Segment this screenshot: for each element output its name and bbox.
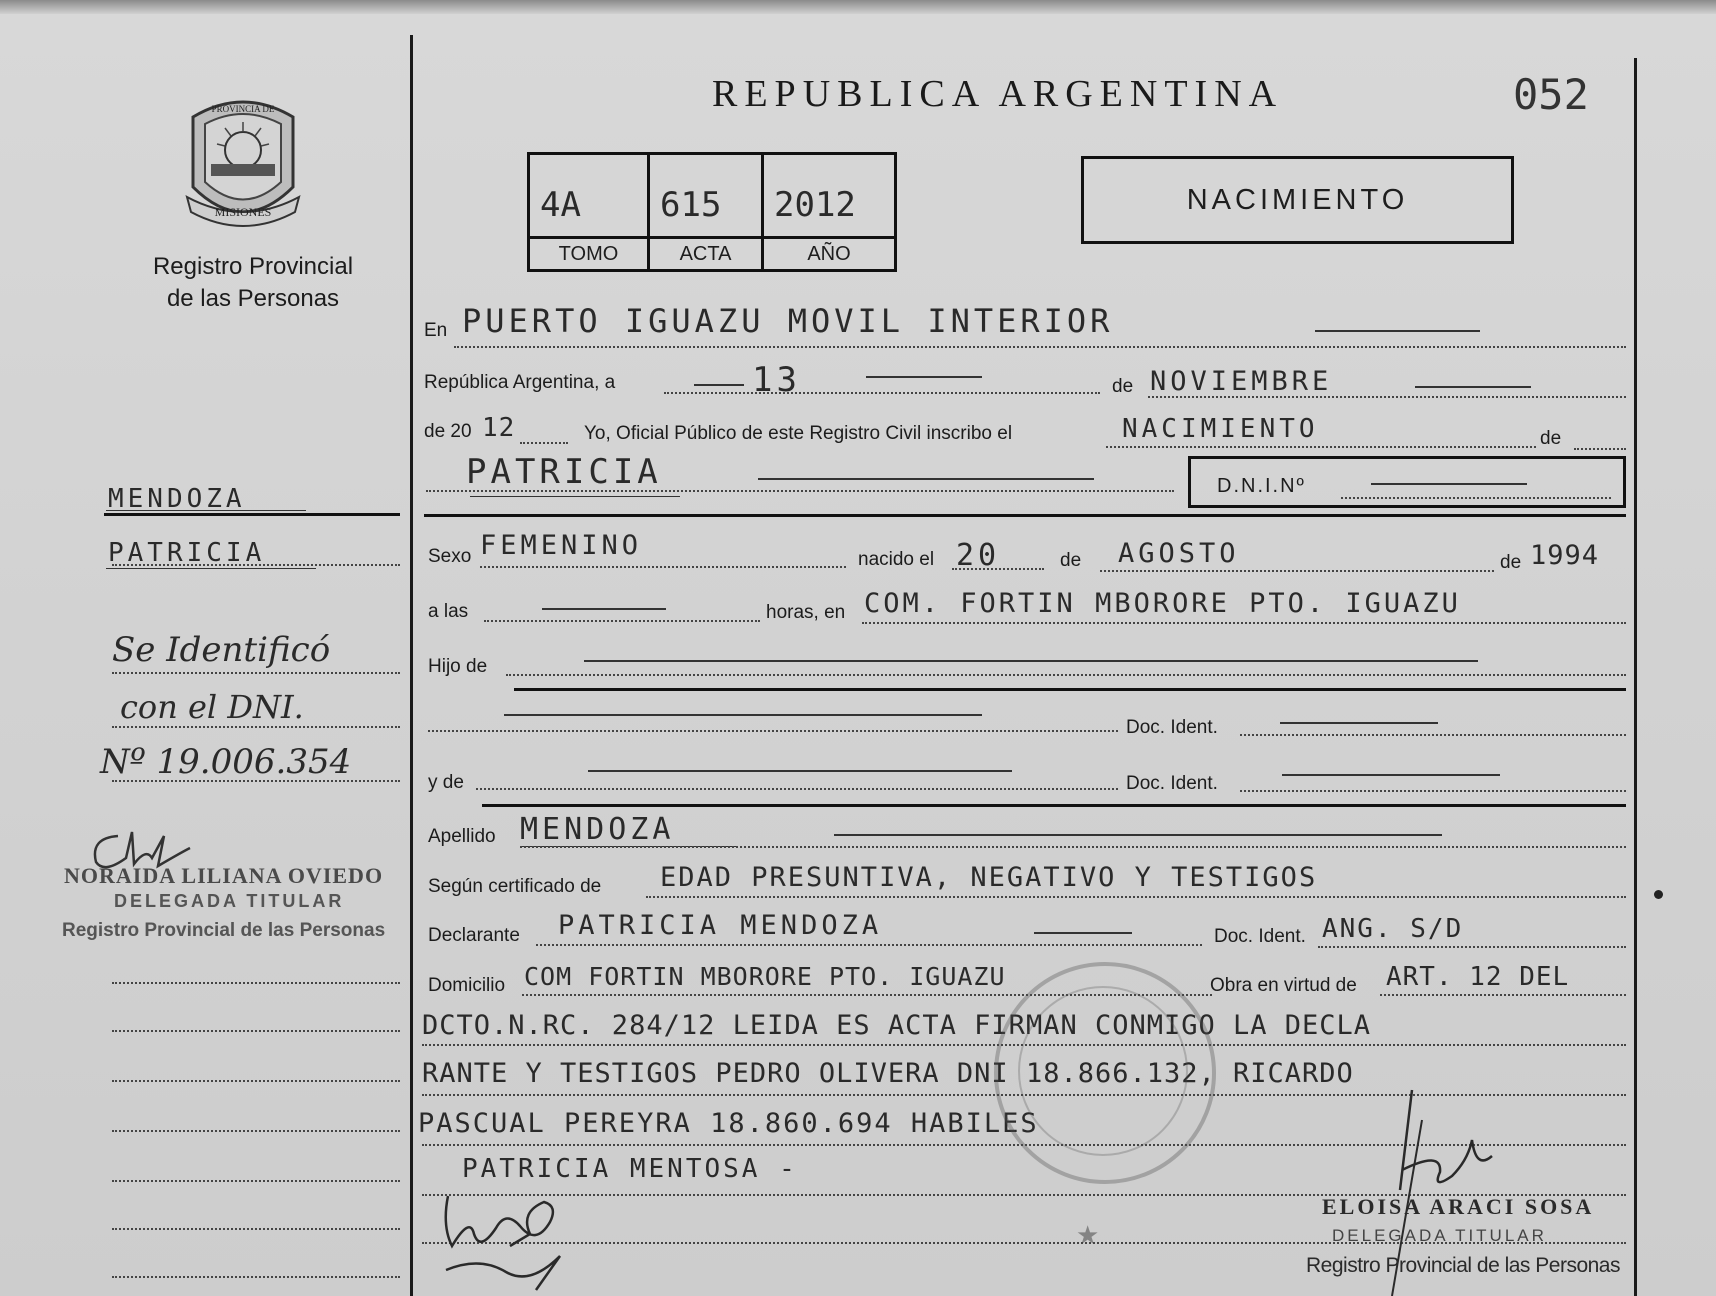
- month-dots: [1148, 396, 1626, 398]
- en-label: En: [424, 320, 448, 341]
- parent1-dots: [428, 730, 1118, 732]
- margin-dots-4: [112, 780, 400, 782]
- birth-place: COM. FORTIN MBORORE PTO. IGUAZU: [864, 588, 1461, 619]
- dni-fill-line: [1371, 483, 1527, 485]
- margin-note-line-1: Se Identificó: [112, 630, 331, 670]
- person-name-underline: [470, 496, 680, 497]
- margin-note-line-2: con el DNI.: [120, 688, 304, 726]
- document-title: REPUBLICA ARGENTINA: [712, 73, 1284, 115]
- margin-stamp-org: Registro Provincial de las Personas: [62, 920, 386, 941]
- registry-circular-stamp-inner: [1018, 986, 1188, 1156]
- acta-value: 615: [660, 185, 722, 225]
- seal-icon: [183, 92, 303, 232]
- scan-edge-shadow: [0, 0, 1716, 14]
- declarante-fill-line: [1034, 932, 1132, 934]
- obra-label: Obra en virtud de: [1210, 975, 1357, 996]
- margin-stamp-name: NORAIDA LILIANA OVIEDO: [64, 863, 384, 888]
- hijo-dots: [506, 674, 1626, 676]
- republica-label: República Argentina, a: [424, 372, 616, 393]
- notes-line-2: RANTE Y TESTIGOS PEDRO OLIVERA DNI 18.866.132, RICARDO: [422, 1058, 1354, 1089]
- acta-cell: [650, 155, 764, 269]
- notes-line-3: PASCUAL PEREYRA 18.860.694 HABILES: [418, 1108, 1039, 1139]
- official-org: Registro Provincial de las Personas: [1306, 1254, 1620, 1277]
- notes-line-1: DCTO.N.RC. 284/12 LEIDA ES ACTA FIRMAN CONMIGO LA DECLA: [422, 1010, 1372, 1041]
- ink-dot: [1654, 890, 1663, 899]
- ano-cell: [764, 155, 894, 269]
- place-value: PUERTO IGUAZU MOVIL INTERIOR: [462, 302, 1114, 340]
- declarante-doc-dots: [1318, 946, 1626, 948]
- nacido-label: nacido el: [858, 549, 935, 570]
- domicilio-value: COM FORTIN MBORORE PTO. IGUAZU: [524, 962, 1006, 991]
- section-rule-1: [424, 514, 1626, 517]
- month-fill-line: [1415, 386, 1531, 388]
- declarante-value: PATRICIA MENDOZA: [558, 910, 883, 941]
- declarante-doc-value: ANG. S/D: [1322, 914, 1464, 944]
- person-name-dots: [426, 490, 1174, 492]
- parent2-doc-fill-line: [1282, 774, 1500, 776]
- hour-dots: [484, 620, 760, 622]
- margin-dots-9: [112, 1180, 400, 1182]
- dni-dots: [1341, 497, 1611, 499]
- horas-label: horas, en: [766, 602, 846, 623]
- dni-label: D.N.I.Nº: [1217, 475, 1306, 497]
- a-las-label: a las: [428, 601, 469, 622]
- apellido-value: MENDOZA: [520, 812, 675, 847]
- parent2-doc-dots: [1240, 790, 1626, 792]
- seal-text-bottom: MISIONES: [214, 205, 272, 219]
- parent1-doc-label: Doc. Ident.: [1126, 717, 1218, 738]
- ano-value: 2012: [774, 185, 856, 225]
- apellido-fill-line: [834, 834, 1442, 836]
- declarante-label: Declarante: [428, 925, 520, 946]
- certificado-label: Según certificado de: [428, 876, 602, 897]
- official-name: ELOISA ARACI SOSA: [1322, 1194, 1595, 1219]
- sexo-dots: [480, 566, 846, 568]
- domicilio-label: Domicilio: [428, 975, 506, 996]
- birth-place-dots: [862, 622, 1626, 624]
- declarante-signature-name: PATRICIA MENTOSA -: [462, 1154, 798, 1184]
- section-rule-3: [482, 804, 1626, 807]
- birth-month-dots: [1100, 570, 1494, 572]
- year-dots: [520, 442, 568, 444]
- margin-dots-11: [112, 1276, 400, 1278]
- sexo-value: FEMENINO: [480, 530, 643, 561]
- seal-text-top: PROVINCIA DE: [211, 104, 275, 114]
- margin-dots-10: [112, 1228, 400, 1230]
- day-fill-line-2: [866, 376, 982, 378]
- tomo-header: TOMO: [530, 236, 647, 269]
- tomo-value: 4A: [540, 185, 581, 225]
- tomo-cell: [530, 155, 650, 269]
- hijo-fill-line: [584, 660, 1478, 662]
- margin-dots-5: [112, 982, 400, 984]
- parent1-doc-dots: [1240, 734, 1626, 736]
- margin-stamp-role: DELEGADA TITULAR: [114, 891, 345, 911]
- organization-name: [118, 251, 388, 315]
- year-prefix: de 20: [424, 421, 472, 442]
- margin-dots-1: [112, 564, 400, 566]
- margin-rule-1: [104, 513, 400, 516]
- month-value: NOVIEMBRE: [1150, 366, 1333, 397]
- stamp-star-icon: ★: [1076, 1220, 1100, 1250]
- margin-divider-line: [410, 35, 413, 1296]
- form-number: 052: [1513, 70, 1589, 119]
- margin-note-line-3: Nº 19.006.354: [100, 742, 352, 782]
- inscribe-dots: [1106, 446, 1536, 448]
- given-name-underline: [106, 568, 316, 569]
- registry-table: [527, 152, 897, 272]
- declarante-dots: [536, 944, 1202, 946]
- margin-given-name: PATRICIA: [108, 538, 266, 568]
- birth-month: AGOSTO: [1118, 538, 1240, 569]
- right-border-line: [1634, 58, 1637, 1296]
- official-role: DELEGADA TITULAR: [1332, 1226, 1547, 1245]
- birth-year-de-label: de: [1500, 552, 1522, 573]
- obra-value: ART. 12 DEL: [1386, 962, 1570, 992]
- margin-dots-7: [112, 1080, 400, 1082]
- place-dots: [454, 346, 1626, 348]
- day-dots: [664, 392, 1100, 394]
- section-rule-2: [514, 688, 1626, 691]
- person-name-fill-line: [758, 478, 1094, 480]
- provincial-seal-logo: [183, 92, 303, 232]
- day-fill-line-1: [694, 384, 744, 386]
- declarante-doc-label: Doc. Ident.: [1214, 926, 1306, 947]
- person-name: PATRICIA: [466, 452, 662, 492]
- apellido-dots: [520, 846, 1626, 848]
- margin-dots-8: [112, 1130, 400, 1132]
- y-de-label: y de: [428, 772, 464, 793]
- place-fill-line: [1315, 330, 1480, 332]
- inscribe-type: NACIMIENTO: [1122, 414, 1319, 444]
- parent2-doc-label: Doc. Ident.: [1126, 773, 1218, 794]
- parent2-dots: [476, 788, 1118, 790]
- parent1-doc-fill-line: [1280, 722, 1438, 724]
- birth-year: 1994: [1530, 540, 1600, 571]
- hour-fill-line: [542, 608, 666, 610]
- ano-header: AÑO: [764, 236, 894, 269]
- dni-box: [1188, 456, 1626, 508]
- margin-dots-6: [112, 1030, 400, 1032]
- year-suffix: 12: [482, 413, 516, 443]
- org-name-line1: Registro Provincial: [152, 253, 354, 280]
- de-label-2: de: [1540, 428, 1562, 449]
- surname-underline: [106, 510, 306, 511]
- birth-day-dots: [952, 568, 1044, 570]
- birth-month-de-label: de: [1060, 550, 1082, 571]
- de-dots-2: [1574, 448, 1626, 450]
- obra-dots: [1380, 994, 1626, 996]
- act-type-box: NACIMIENTO: [1081, 156, 1514, 244]
- parent1-fill-line: [504, 714, 982, 716]
- certificado-value: EDAD PRESUNTIVA, NEGATIVO Y TESTIGOS: [660, 862, 1318, 893]
- acta-header: ACTA: [650, 236, 761, 269]
- sexo-label: Sexo: [428, 546, 472, 567]
- margin-dots-2: [112, 672, 400, 674]
- hijo-label: Hijo de: [428, 656, 488, 677]
- apellido-label: Apellido: [428, 826, 496, 847]
- margin-surname: MENDOZA: [108, 484, 246, 514]
- day-value: 13: [752, 360, 801, 400]
- margin-dots-3: [112, 726, 400, 728]
- certificado-dots: [646, 896, 1626, 898]
- month-de-label: de: [1112, 376, 1134, 397]
- birth-day: 20: [956, 538, 1001, 573]
- org-name-line2: de las Personas: [166, 285, 340, 312]
- oficial-text: Yo, Oficial Público de este Registro Civil inscribo el: [584, 423, 1013, 444]
- declarante-handwritten-signature: [440, 1186, 590, 1296]
- parent2-fill-line: [588, 770, 1012, 772]
